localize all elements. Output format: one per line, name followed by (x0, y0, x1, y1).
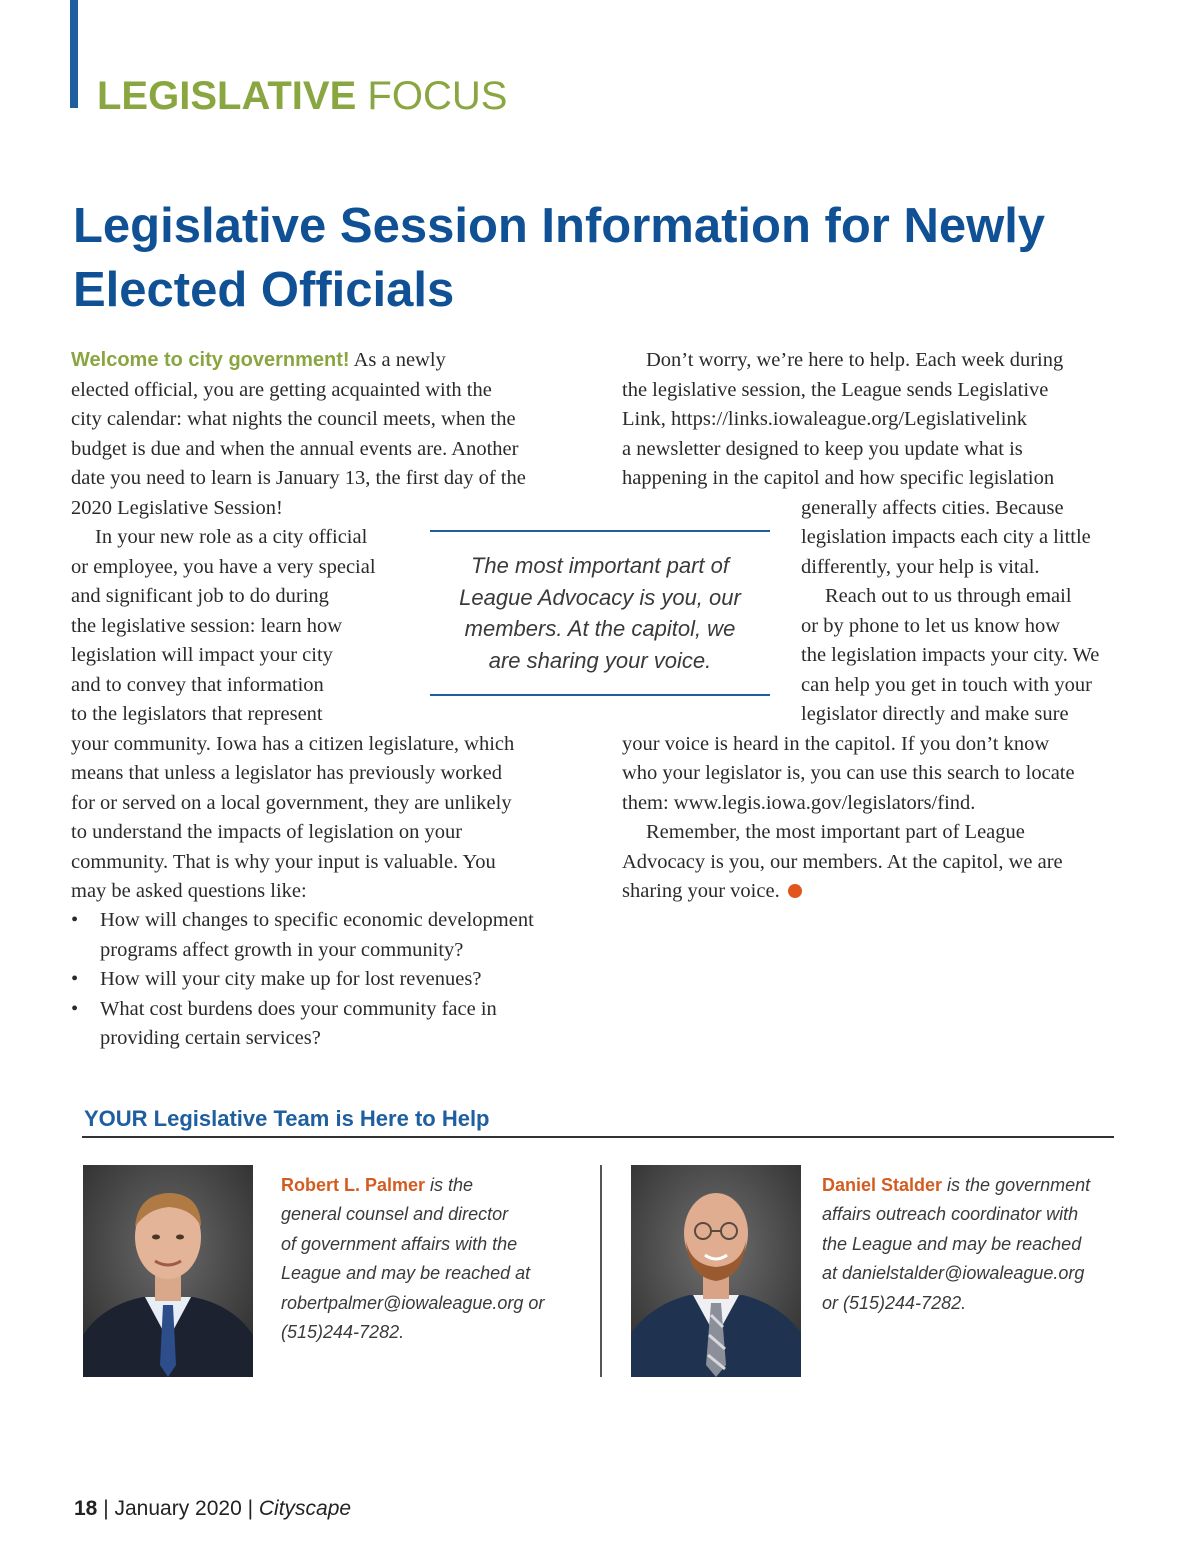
paragraph-line: elected official, you are getting acquainted with the (71, 378, 492, 401)
paragraph-line: or employee, you have a very special (71, 555, 376, 578)
paragraph-line: a newsletter designed to keep you update what is (622, 437, 1023, 460)
paragraph-line: budget is due and when the annual events are. Another (71, 437, 519, 460)
paragraph-line: city calendar: what nights the council meets, when the (71, 408, 516, 430)
member-name: Daniel Stalder (822, 1175, 943, 1195)
portrait-illustration (83, 1165, 253, 1377)
list-item-line: How will changes to specific economic development (100, 909, 534, 931)
list-item-line: providing certain services? (100, 1027, 321, 1049)
list-item (71, 965, 591, 995)
footer-separator: | (241, 1497, 259, 1520)
section-label-bold: LEGISLATIVE (97, 74, 357, 118)
section-accent-bar (70, 0, 78, 108)
paragraph-line: generally affects cities. Because (801, 496, 1064, 519)
bio-line: or (515)244-7282. (822, 1292, 967, 1313)
pull-quote-line: The most important part of (470, 553, 729, 578)
paragraph-line: means that unless a legislator has previously worked (71, 762, 502, 784)
paragraph-line: or by phone to let us know how (801, 614, 1061, 637)
paragraph-line: happening in the capitol and how specific legislation (622, 467, 1055, 489)
article-title-line1: Legislative Session Information for Newly (73, 199, 1046, 253)
paragraph-line: Link, https://links.iowaleague.org/Legislativelink (622, 408, 1028, 430)
bio-line: (515)244-7282. (281, 1322, 405, 1343)
paragraph-line: Reach out to us through email (825, 585, 1072, 607)
pull-quote-line: are sharing your voice. (488, 647, 712, 673)
bio-daniel-stalder (822, 1171, 1142, 1318)
paragraph-line: to the legislators that represent (71, 703, 323, 725)
article-title-line2: Elected Officials (73, 263, 455, 317)
publication-name: Cityscape (258, 1497, 352, 1520)
paragraph-line: differently, your help is vital. (801, 555, 1040, 578)
column-right-bottom (622, 730, 1142, 907)
paragraph-line: Advocacy is you, our members. At the capitol, we are (622, 850, 1063, 873)
paragraph-line: In your new role as a city official (95, 526, 368, 548)
paragraph-line: 2020 Legislative Session! (71, 496, 283, 519)
end-mark-icon (788, 884, 802, 898)
paragraph-line: date you need to learn is January 13, the first day of the (71, 467, 526, 489)
paragraph-text: sharing your voice. (622, 880, 780, 902)
bullet-marker: • (71, 997, 79, 1020)
paragraph-line: your voice is heard in the capitol. If you don’t know (622, 732, 1050, 755)
bio-line: affairs outreach coordinator with (822, 1204, 1079, 1225)
paragraph-line: who your legislator is, you can use this search to locate (622, 762, 1075, 784)
pull-quote-line: League Advocacy is you, our (459, 584, 741, 610)
paragraph-line: Don’t worry, we’re here to help. Each week during (646, 349, 1064, 371)
list-item-line: What cost burdens does your community face in (100, 997, 497, 1020)
bio-robert-palmer (281, 1171, 581, 1347)
bio-text: is the (425, 1175, 474, 1195)
lead-in: Welcome to city government! (71, 349, 350, 371)
column-right-top (622, 346, 1142, 494)
bio-line: at danielstalder@iowaleague.org (822, 1263, 1085, 1284)
list-item-line: How will your city make up for lost revenues? (100, 968, 482, 990)
bio-line (281, 1171, 581, 1200)
section-label (97, 74, 507, 118)
page-number: 18 (74, 1497, 98, 1520)
paragraph-text: As a newly (349, 349, 446, 371)
bio-line: League and may be reached at (281, 1263, 531, 1284)
paragraph-line: and to convey that information (71, 673, 324, 696)
member-name: Robert L. Palmer (281, 1175, 426, 1195)
team-heading: YOUR Legislative Team is Here to Help (84, 1106, 490, 1131)
paragraph-line: and significant job to do during (71, 585, 329, 607)
paragraph-line: legislator directly and make sure (801, 703, 1069, 725)
paragraph-line: to understand the impacts of legislation on your (71, 821, 463, 843)
paragraph-line: for or served on a local government, they are unlikely (71, 791, 512, 814)
bio-line: general counsel and director (281, 1204, 509, 1225)
paragraph-line: the legislative session, the League sends Legislative (622, 378, 1049, 401)
footer-separator: | (97, 1497, 115, 1520)
list-item-line: programs affect growth in your community? (100, 938, 464, 961)
issue-date: January 2020 (114, 1497, 242, 1520)
section-label-light: FOCUS (367, 74, 508, 118)
bio-line (822, 1171, 1142, 1200)
paragraph-line: may be asked questions like: (71, 880, 307, 902)
page-footer (74, 1497, 351, 1521)
paragraph-line: legislation will impact your city (71, 644, 333, 666)
paragraph-line (622, 877, 1142, 907)
paragraph-line: can help you get in touch with your (801, 673, 1092, 696)
pull-quote (430, 530, 770, 696)
photo-daniel-stalder (631, 1165, 801, 1377)
paragraph-line: your community. Iowa has a citizen legislature, which (71, 732, 515, 755)
bio-line: robertpalmer@iowaleague.org or (281, 1292, 545, 1313)
team-divider (82, 1136, 1114, 1138)
portrait-illustration (631, 1165, 801, 1377)
paragraph-line: the legislation impacts your city. We (801, 644, 1100, 666)
paragraph-line (71, 346, 591, 376)
list-item (71, 995, 591, 1054)
paragraph-line: Remember, the most important part of League (646, 821, 1025, 843)
list-item (71, 906, 591, 965)
bio-line: of government affairs with the (281, 1233, 518, 1254)
bio-line: the League and may be reached (822, 1233, 1082, 1254)
pull-quote-line: members. At the capitol, we (464, 616, 736, 641)
paragraph-line: legislation impacts each city a little (801, 526, 1091, 548)
photo-robert-palmer (83, 1165, 253, 1377)
paragraph-line: community. That is why your input is valuable. You (71, 850, 496, 873)
bio-text: is the government (942, 1175, 1091, 1195)
paragraph-line: the legislative session: learn how (71, 614, 342, 637)
bullet-marker: • (71, 968, 79, 990)
team-column-divider (600, 1165, 602, 1377)
bullet-marker: • (71, 909, 79, 931)
paragraph-line: them: www.legis.iowa.gov/legislators/find. (622, 791, 976, 814)
article-title (73, 194, 1153, 322)
question-list (71, 906, 591, 1054)
column-right-wrap (801, 494, 1141, 730)
